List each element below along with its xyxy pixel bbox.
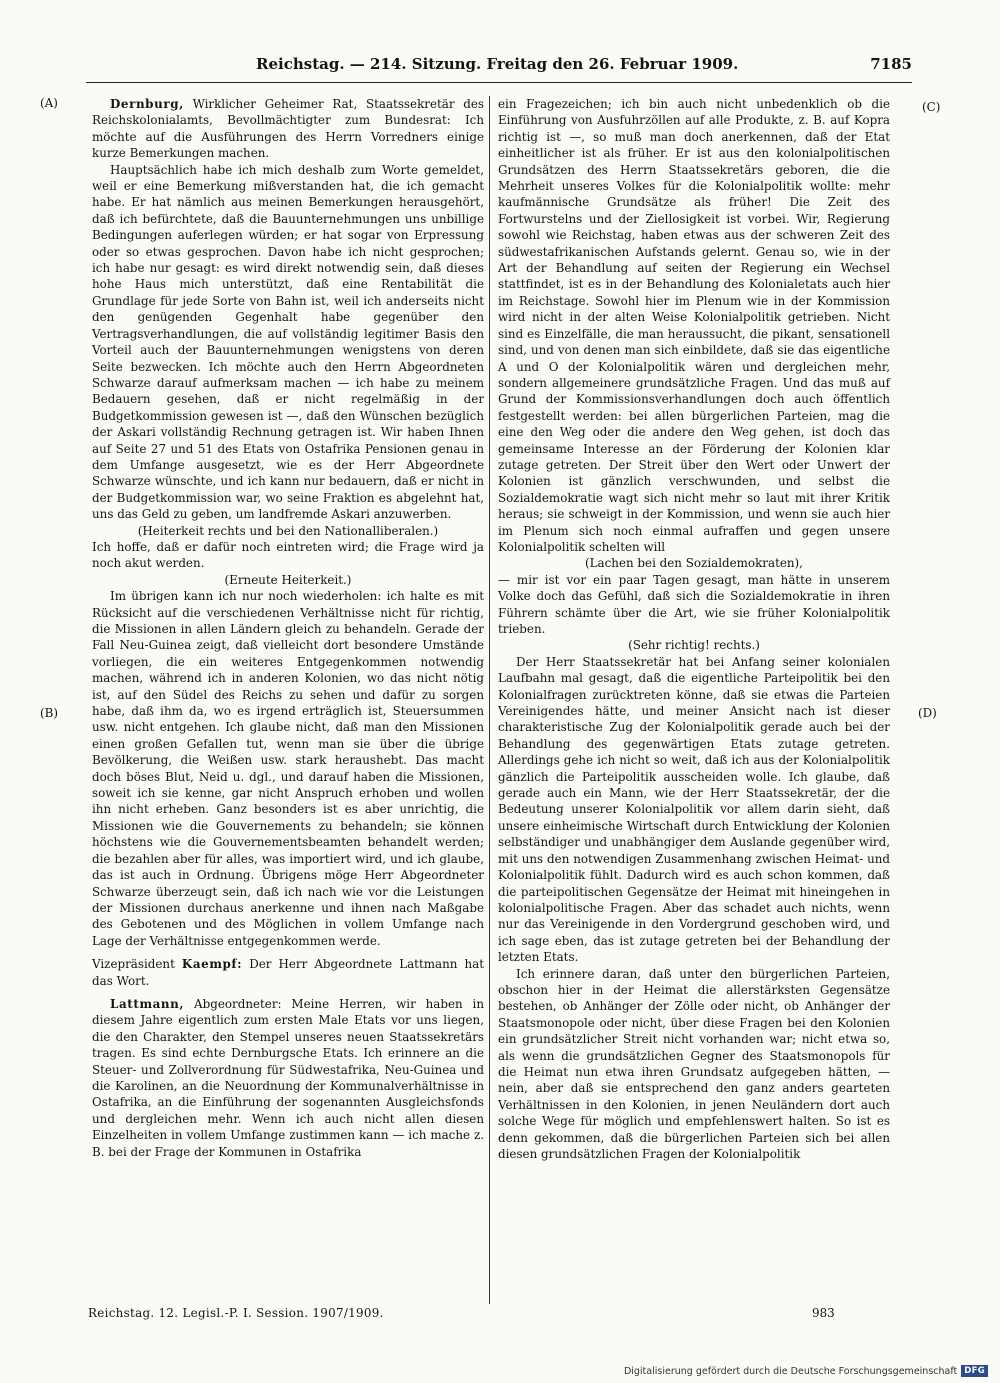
paragraph-text: Hauptsächlich habe ich mich deshalb zum Worte gemeldet, weil er eine Bemerkung mißverstanden hat, die ich gemacht habe. Er hat nämlich aus meinen Bemerkungen herausgehört, daß ich befürchtete, daß die Bauunternehmungen uns unbillige Bedingungen auferlegen würden; er hat sogar von Erpressung oder so etwas gesprochen. Davon habe ich nicht gesprochen; ich habe nur gesagt: es wird direkt notwendig sein, daß dieses hohe Haus mich unterstützt, daß eine Rentabilität die Grundlage für jede Sorte von Bahn ist, weil ich anderseits nicht den genügenden Gegenhalt habe gegenüber den Vertragsverhandlungen, die auf vollständig legitimer Basis den Vorteil auch der Bauunternehmungen wenigstens von deren Seite bezwecken. Ich möchte auch den Herrn Abgeordneten Schwarze darauf aufmerksam machen — ich habe zu meinem Bedauern gesehen, daß er nicht regelmäßig in der Budgetkommission gewesen ist —, daß den Wünschen bezüglich der Askari vollständig Rechnung getragen ist. Wir haben Ihnen auf Seite 27 und 51 des Etats von Ostafrika Pensionen genau in dem Umfange ausgesetzt, wie es der Herr Abgeordnete Schwarze wünschte, und ich kann nur bedauern, daß er nicht in der Budgetkommission war, wo seine Fraktion es abgelehnt hat, uns das Geld zu geben, um landfremde Askari anzuwerben. [92,162,484,522]
paragraph [92,162,484,523]
speaker-name: Kaempf: [181,957,243,972]
paragraph-text: (Heiterkeit rechts und bei den Nationalliberalen.) [137,523,439,538]
paragraph-text: Der Herr Abgeordnete Lattmann hat das Wort. [92,957,484,988]
column-divider [489,96,490,1304]
margin-marker-b: (B) [40,706,59,720]
margin-marker-d: (D) [918,706,937,720]
digitization-credit [624,1364,988,1378]
speaker-name: Lattmann, [110,996,185,1011]
paragraph [498,96,890,555]
margin-marker-c: (C) [922,100,941,114]
paragraph [92,539,484,572]
paragraph-text: — mir ist vor ein paar Tagen gesagt, man hätte in unserem Volke doch das Gefühl, daß sich die Sozialdemokratie in ihren Führern schämte über die Art, wie sie früher Kolonialpolitik trieben. [498,572,890,636]
dfg-logo: DFG [961,1365,988,1377]
interjection [498,555,890,571]
footer-session: Reichstag. 12. Legisl.-P. I. Session. 1907/1909. [88,1306,384,1320]
page-number: 7185 [870,55,912,73]
paragraph-text: (Erneute Heiterkeit.) [224,572,352,587]
paragraph-text: (Lachen bei den Sozialdemokraten), [585,556,803,571]
paragraph-text: Wirklicher Geheimer Rat, Staatssekretär des Reichskolonialamts, Bevollmächtigter zum Bundesrat: Ich möchte auf die Ausführungen des Herrn Vorredners einige kurze Bemerkungen machen. [92,97,484,161]
interjection [498,637,890,653]
right-column [498,96,890,1162]
paragraph-text: Ich hoffe, daß er dafür noch eintreten wird; die Frage wird ja noch akut werden. [92,539,484,571]
speaker-role: Vizepräsident [92,957,182,972]
paragraph-text: Abgeordneter: Meine Herren, wir haben in diesem Jahre eigentlich zum ersten Male Etats vor uns liegen, die den Charakter, den Stempel unseres neuen Staatssekretärs tragen. Es sind echte Dernburgsche Etats. Ich erinnere an die Steuer- und Zollverordnung für Südwestafrika, Neu-Guinea und die Karolinen, an die Neuordnung der Kommunalverhältnisse in Ostafrika, an die Einführung der sogenannten Ausgleichsfonds und dergleichen mehr. Wenn ich auch nicht allen diesen Einzelheiten in vollem Umfange zustimmen kann — ich mache z. B. bei der Frage der Kommunen in Ostafrika [92,996,484,1159]
digitization-text: Digitalisierung gefördert durch die Deutsche Forschungsgemeinschaft [623,1365,958,1377]
header-rule [86,82,912,83]
paragraph-text: ein Fragezeichen; ich bin auch nicht unbedenklich ob die Einführung von Ausfuhrzöllen auf alle Produkte, z. B. auf Kopra richtig ist —, so muß man doch anerkennen, daß der Etat einheitlicher ist als früher. Er ist aus den kolonialpolitischen Grundsätzen des Herrn Staatssekretärs geboren, die die Mehrheit unseres Volkes für die Kolonialpolitik wollte: mehr kaufmännische Grundsätze als früher! Die Zeit des Fortwurstelns und der Ziellosigkeit ist vorbei. Wir, Regierung sowohl wie Reichstag, haben etwas aus der schweren Zeit des südwestafrikanischen Aufstands gelernt. Genau so, wie in der Art der Behandlung auf seiten der Regierung ein Wechsel stattfindet, ist es in der Behandlung des Kolonialetats auch hier im Reichstage. Sowohl hier im Plenum wie in der Kommission wird nicht in der alten Weise Kolonialpolitik getrieben. Nicht sind es Einzelfälle, die man heraussucht, die pikant, sensationell sind, und von denen man sich einbildete, daß sie das eigentliche A und O der Kolonialpolitik wären und dergleichen mehr, sondern allgemeinere grundsätzliche Fragen. Und das muß auf Grund der Kommissionsverhandlungen doch auch öffentlich festgestellt werden: bei allen bürgerlichen Parteien, mag die eine den Weg oder die andere den Weg gehen, ist doch das gemeinsame Interesse an der Förderung der Kolonien klar zutage getreten. Der Streit über den Wert oder Unwert der Kolonien ist gänzlich verschwunden, und selbst die Sozialdemokratie wagt sich nicht mehr so laut mit ihrer Kritik heraus; sie schweigt in der Kommission, und wenn sie auch hier im Plenum sich noch einmal aufraffen und gegen unsere Kolonialpolitik schelten will [498,97,890,554]
interjection [92,523,484,539]
paragraph [92,588,484,949]
margin-marker-a: (A) [40,96,58,110]
speech-paragraph [92,96,484,162]
paragraph [498,654,890,966]
running-header [86,52,912,76]
paragraph [498,572,890,638]
paragraph [498,966,890,1163]
speech-paragraph [92,996,484,1160]
paragraph-text: Der Herr Staatssekretär hat bei Anfang seiner kolonialen Laufbahn mal gesagt, daß die eigentliche Parteipolitik bei den Kolonialfragen zurücktreten könne, daß sie etwas die Parteien Vereinigendes hätte, und meiner Ansicht nach ist dieser charakteristische Zug der Kolonialpolitik gerade auch bei der Behandlung des gegenwärtigen Etats zutage getreten. Allerdings gehe ich nicht so weit, daß ich aus der Kolonialpolitik gänzlich die Parteipolitik ausscheiden wolle. Ich glaube, daß gerade auch ein Mann, wie der Herr Staatssekretär, der die Bedeutung unserer Kolonialpolitik vor allem darin sieht, daß unsere einheimische Wirtschaft durch Entwicklung der Kolonien selbständiger und unabhängiger dem Auslande gegenüber wird, mit uns den notwendigen Zusammenhang zwischen Heimat- und Kolonialpolitik fühlt. Dadurch wird es auch schon kommen, daß die parteipolitischen Gegensätze der Heimat mit hineingehen in kolonialpolitische Fragen. Aber das schadet auch nichts, wenn nur das Vereinigende in den Vordergrund geschoben wird, und ich sage eben, das ist zutage getreten bei der Behandlung der letzten Etats. [498,654,890,965]
paragraph-text: Ich erinnere daran, daß unter den bürgerlichen Parteien, obschon hier in der Heimat die allerstärksten Gegensätze bestehen, ob Anhänger der Zölle oder nicht, ob Anhänger der Staatsmonopole oder nicht, über diese Fragen bei den Kolonien ein grundsätzlicher Streit nicht vorhanden war; nicht etwa so, als wenn die grundsätzlichen Gegner des Staatsmonopols für die Heimat nun etwa ihren Grundsatz aufgegeben hätten, — nein, aber daß sie entsprechend den ganz anders gearteten Verhältnissen in den Kolonien, in jenen Neuländern dort auch solche Wege für möglich und empfehlenswert halten. So ist es denn gekommen, daß die bürgerlichen Parteien sich bei allen diesen grundsätzlichen Fragen der Kolonialpolitik [498,966,890,1161]
paragraph-text: (Sehr richtig! rechts.) [628,638,760,653]
left-column [92,96,484,1160]
interjection [92,572,484,588]
footer-folio: 983 [812,1306,835,1320]
speaker-name: Dernburg, [110,97,184,111]
speech-paragraph [92,956,484,989]
running-title: Reichstag. — 214. Sitzung. Freitag den 26. Februar 1909. [256,55,739,73]
paragraph-text: Im übrigen kann ich nur noch wiederholen: ich halte es mit Rücksicht auf die verschiedenen Verhältnisse nicht für richtig, die Missionen in allen Ländern gleich zu behandeln. Gerade der Fall Neu-Guinea zeigt, daß vielleicht dort besondere Umstände vorliegen, die ein weiteres Entgegenkommen notwendig machen, während ich in anderen Kolonien, wo das nicht nötig ist, auf den Südel des Reichs zu sehen und dafür zu sorgen habe, daß ihm da, wo es irgend erträglich ist, Steuersummen usw. nicht entgehen. Ich glaube nicht, daß man den Missionen einen großen Gefallen tut, wenn man sie über die übrige Bevölkerung, die Weißen usw. stark heraushebt. Das macht doch böses Blut, Neid u. dgl., und darauf haben die Missionen, soweit ich sie kenne, gar nicht Anspruch erhoben und wollen ihn nicht erheben. Ganz besonders ist es aber unrichtig, die Missionen wie die Gouvernements zu behandeln; sie können höchstens wie die Gouvernementsbeamten behandelt werden; die bezahlen aber für alles, was importiert wird, und ich glaube, das ist auch in Ordnung. Übrigens möge Herr Abgeordneter Schwarze überzeugt sein, daß ich nach wie vor die Leistungen der Missionen durchaus anerkenne und ihnen nach Maßgabe des Gebotenen und des Möglichen in vollem Umfange nach Lage der Verhältnisse entgegenkommen werde. [92,589,484,948]
